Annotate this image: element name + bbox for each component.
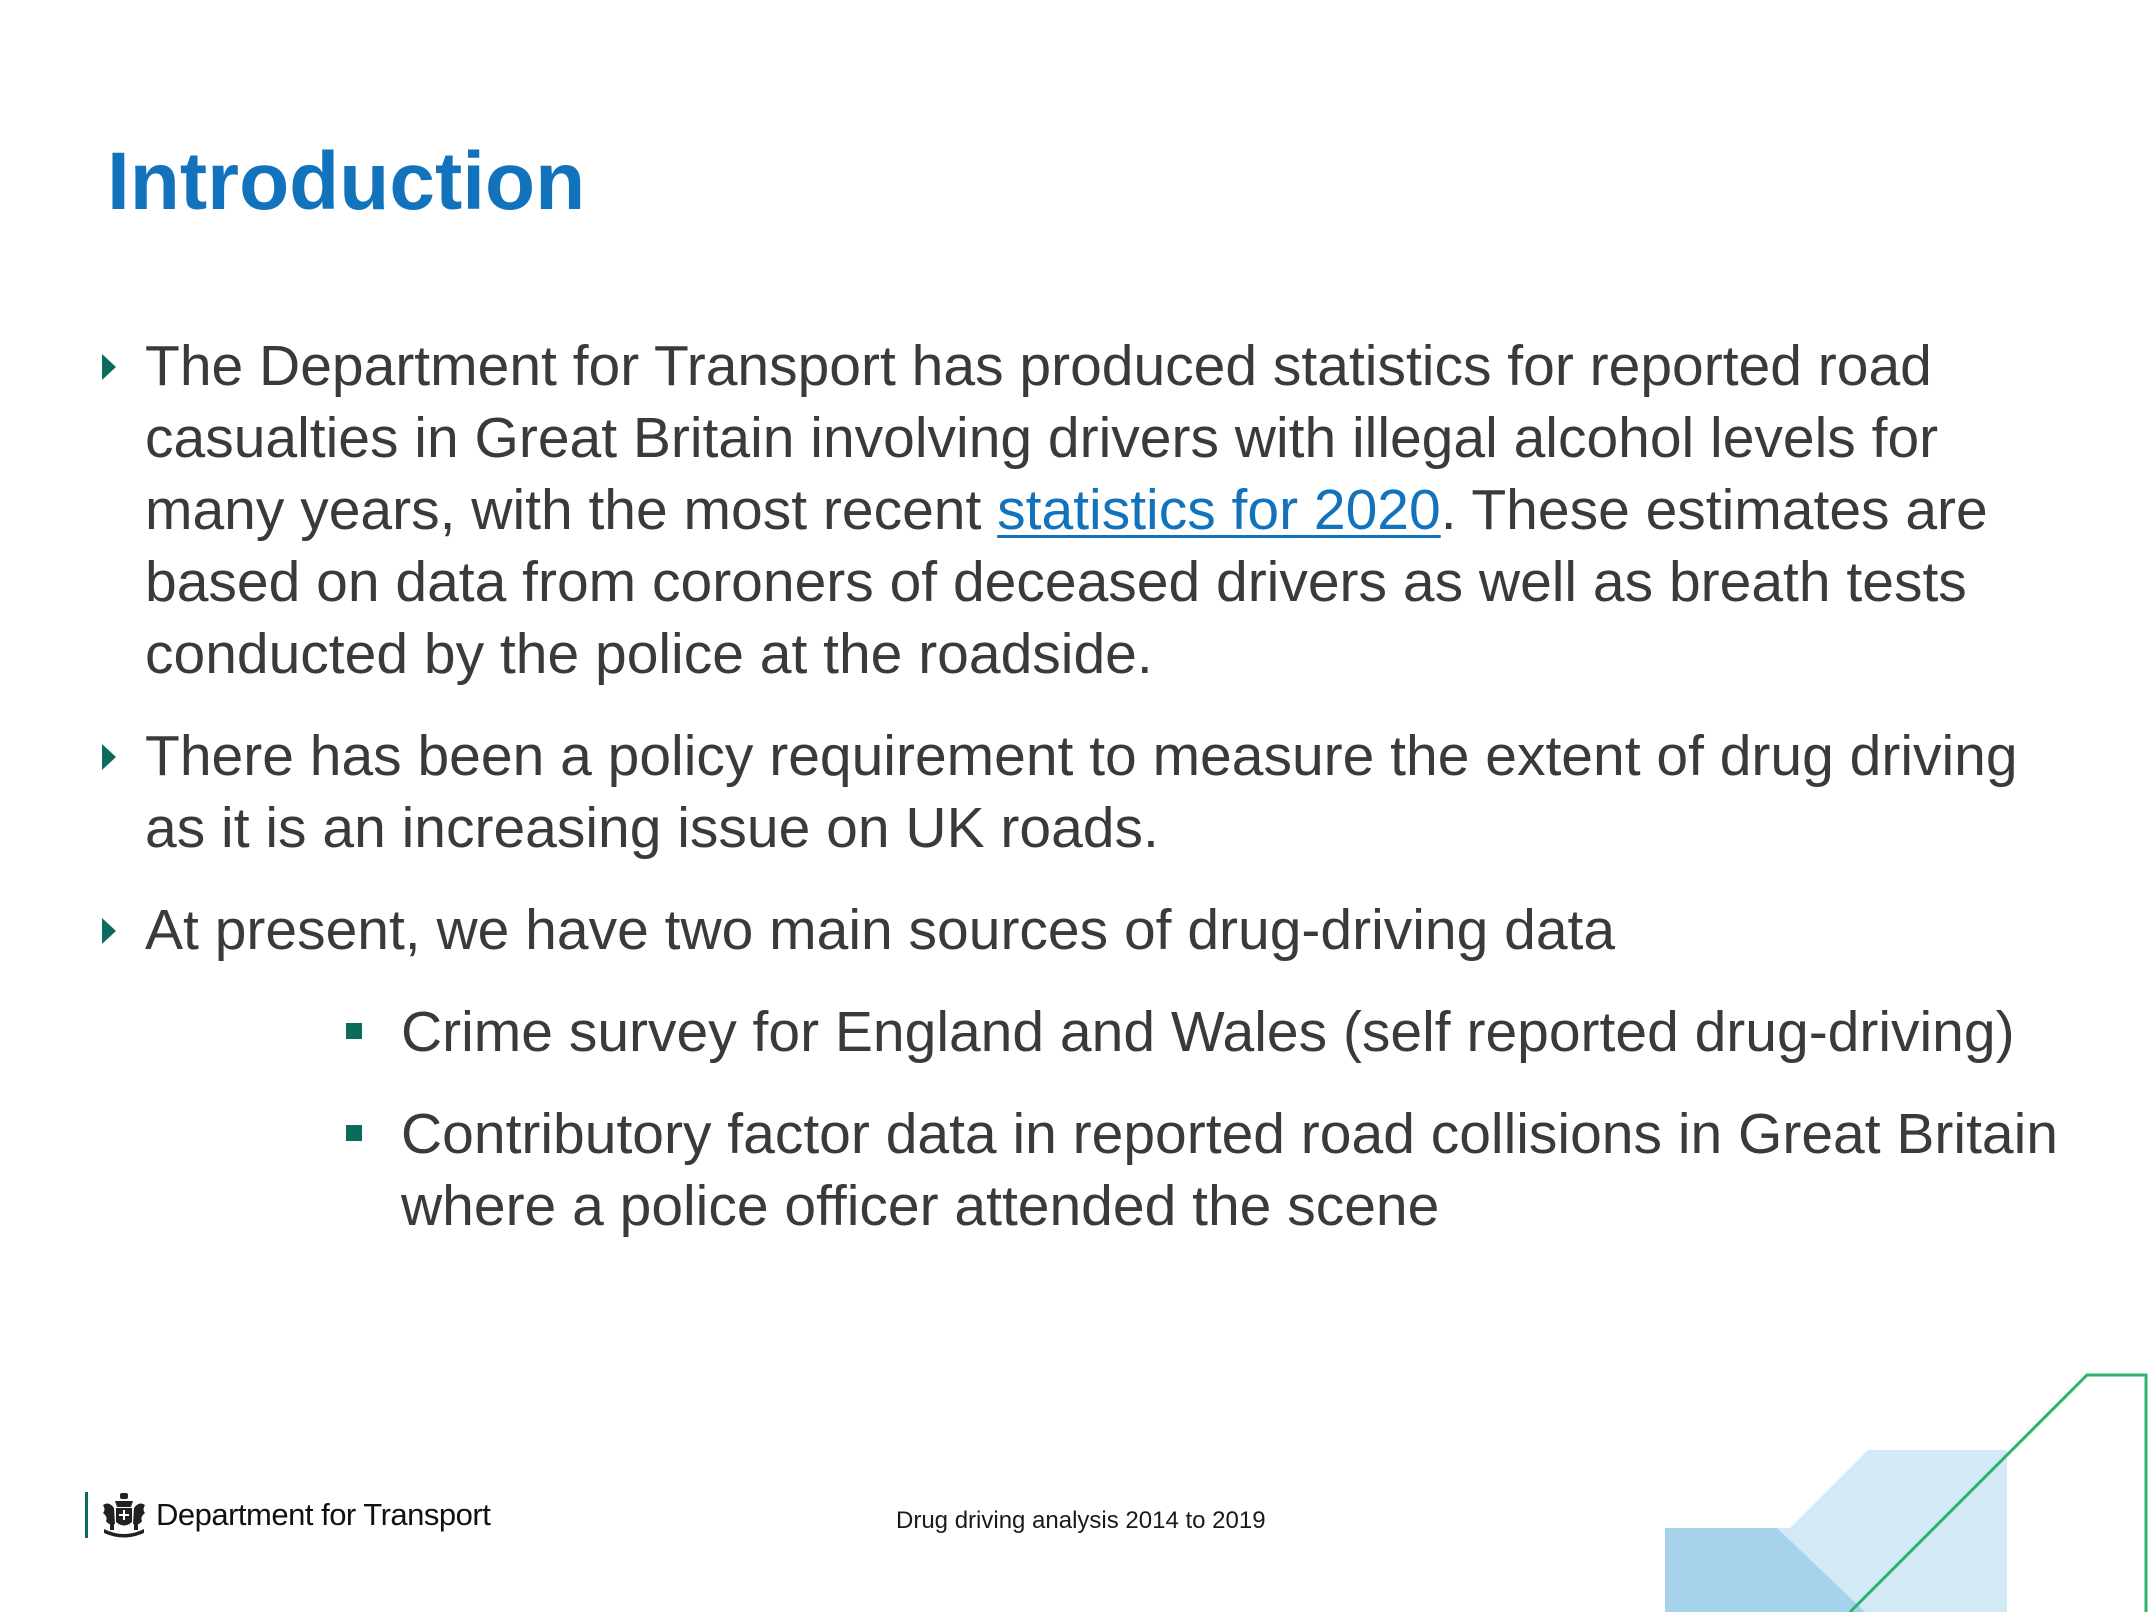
triangle-bullet-icon — [102, 744, 116, 770]
bullet-text-continued: . These estimates are based on data from coroners of deceased drivers as well as breath tests conducted by the police at the roadside. — [145, 478, 1988, 686]
triangle-bullet-icon — [102, 918, 116, 944]
logo-text: Department for Transport — [156, 1497, 491, 1532]
bullet-item-policy-requirement — [92, 720, 2092, 864]
royal-crest-icon — [98, 1491, 150, 1539]
logo-divider — [85, 1492, 88, 1538]
sub-bullet-contributory-factor — [348, 1098, 2150, 1242]
footer-caption: Drug driving analysis 2014 to 2019 — [896, 1507, 1266, 1534]
bullet-list — [92, 330, 2092, 1272]
bullet-text: There has been a policy requirement to measure the extent of drug driving as it is an increasing issue on UK roads. — [145, 724, 2018, 860]
bullet-item-alcohol-statistics — [92, 330, 2082, 690]
bullet-text: At present, we have two main sources of drug-driving data — [145, 898, 1616, 962]
bullet-item-data-sources — [92, 894, 2092, 1242]
dft-logo — [85, 1490, 490, 1540]
square-bullet-icon — [346, 1125, 362, 1141]
sub-bullet-text: Contributory factor data in reported road collisions in Great Britain where a police officer attended the scene — [401, 1102, 2058, 1238]
sub-bullet-list — [145, 996, 2092, 1242]
slide-title: Introduction — [107, 136, 586, 227]
statistics-2020-link[interactable]: statistics for 2020 — [997, 478, 1441, 542]
triangle-bullet-icon — [102, 354, 116, 380]
decorative-corner-graphic — [1665, 1370, 2150, 1612]
sub-bullet-crime-survey — [348, 996, 2150, 1068]
bullet-text: The Department for Transport has produced statistics for reported road casualties in Great Britain involving drivers with illegal alcohol levels for many years, with the most recent — [145, 334, 1939, 542]
sub-bullet-text: Crime survey for England and Wales (self reported drug-driving) — [401, 1000, 2015, 1064]
square-bullet-icon — [346, 1023, 362, 1039]
